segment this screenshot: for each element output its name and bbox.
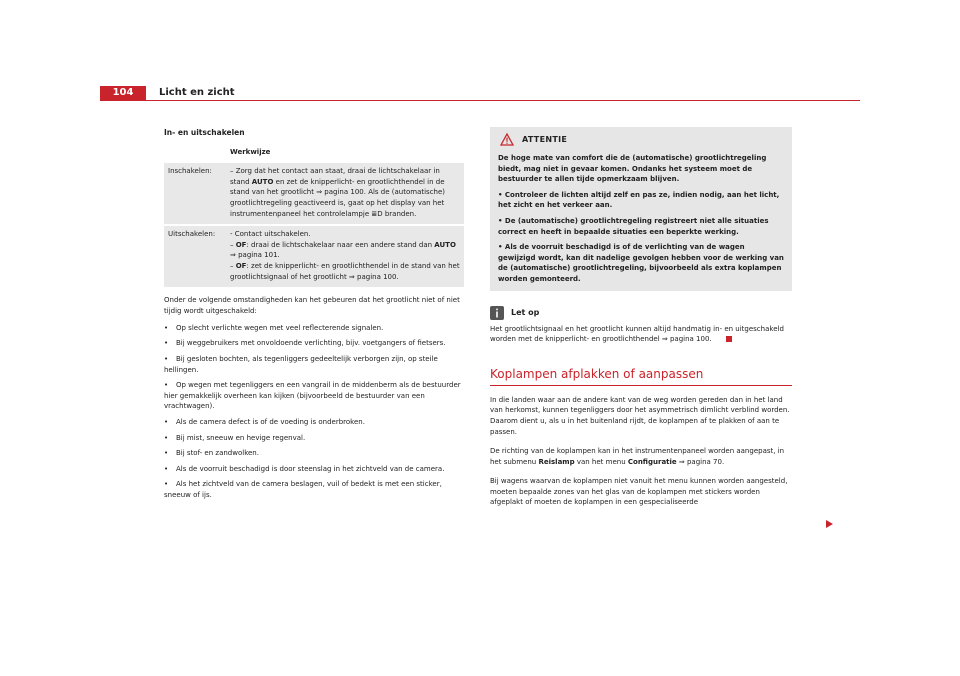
body-text: van het menu xyxy=(574,457,628,466)
bullet: • xyxy=(164,449,169,458)
page-number: 104 xyxy=(100,86,146,100)
continue-arrow-icon xyxy=(826,520,833,528)
page-header xyxy=(100,86,860,100)
row-text-part: en zet de knipperlicht- en grootlichthendel in de stand van het grootlicht ⇒ pagina 100. Als de (automatische) grootlichtregeling geactiveerd is, gaat op het display van het instrumentenpaneel het controlelampje xyxy=(230,177,446,218)
auto-symbol: AUTO xyxy=(434,240,456,249)
row-text-part: : draai de lichtschakelaar naar een andere stand dan xyxy=(246,240,435,249)
list-item xyxy=(164,354,464,375)
list-item xyxy=(164,479,464,500)
note-section xyxy=(490,305,792,345)
row-text xyxy=(226,225,464,287)
table-row xyxy=(164,225,464,287)
list-item xyxy=(164,448,464,459)
warning-title: ATTENTIE xyxy=(522,134,568,144)
list-item xyxy=(164,464,464,475)
high-beam-icon: ≣D xyxy=(371,209,383,218)
header-rule xyxy=(100,100,860,101)
list-item-text: Als de voorruit beschadigd is door steenslag in het zichtveld van de camera. xyxy=(176,464,445,473)
list-item-text: Bij weggebruikers met onvoldoende verlichting, bijv. voetgangers of fietsers. xyxy=(176,339,446,348)
warning-paragraph: De hoge mate van comfort die de (automatische) grootlichtregeling biedt, mag niet in gevaar komen. Ondanks het systeem moet de bestuurder te allen tijde opmerkzaam blijven. xyxy=(498,154,767,184)
note-header xyxy=(490,305,792,321)
row-text-part: – xyxy=(230,240,236,249)
bullet: • xyxy=(164,464,169,473)
row-text-part: – Zorg dat het contact aan staat, draai de lichtschakelaar in stand xyxy=(230,166,440,186)
table-header-werkwijze: Werkwijze xyxy=(226,145,464,162)
list-item xyxy=(164,338,464,349)
row-line: - Contact uitschakelen. xyxy=(230,229,311,238)
left-column xyxy=(164,128,464,505)
body-text: De richting van de koplampen kan in het instrumentenpaneel worden aangepast, in het submenu xyxy=(490,447,785,466)
conditions-list xyxy=(164,323,464,501)
or-label: OF xyxy=(235,240,247,249)
menu-term: Configuratie xyxy=(627,457,677,466)
or-label: OF xyxy=(235,262,247,271)
note-text-content: Het grootlichtsignaal en het grootlicht kunnen altijd handmatig in- en uitgeschakeld worden met de knipperlicht- en grootlichthendel ⇒ pagina 100. xyxy=(490,324,784,344)
warning-body xyxy=(490,151,792,285)
list-item-text: Op wegen met tegenliggers en een vangrail in de middenberm als de bestuurder hier gemakkelijk overheen kan kijken (bijvoorbeeld de bestuurder van een vrachtwagen). xyxy=(164,381,461,411)
list-item-text: Bij mist, sneeuw en hevige regenval. xyxy=(176,433,306,442)
warning-box xyxy=(490,127,792,291)
table-row xyxy=(164,162,464,225)
row-line xyxy=(230,261,460,283)
right-column xyxy=(490,127,792,508)
auto-symbol: AUTO xyxy=(251,177,274,186)
bullet: • xyxy=(164,339,169,348)
list-item xyxy=(164,380,464,412)
body-paragraph xyxy=(490,446,792,467)
row-text-part: – xyxy=(230,262,236,271)
table-header-empty xyxy=(164,145,226,162)
note-title: Let op xyxy=(511,308,540,318)
bullet: • xyxy=(164,480,169,489)
section-koplampen xyxy=(490,367,792,508)
list-item-text: Als het zichtveld van de camera beslagen, vuil of bedekt is met een sticker, sneeuw of ijs. xyxy=(164,480,442,499)
bullet: • xyxy=(164,354,169,363)
body-text: ⇒ pagina 70. xyxy=(676,457,725,466)
row-label: Inschakelen: xyxy=(164,162,226,225)
list-item-text: Op slecht verlichte wegen met veel reflecterende signalen. xyxy=(176,323,384,332)
bullet: • xyxy=(164,381,169,390)
row-label: Uitschakelen: xyxy=(164,225,226,287)
warning-header xyxy=(490,127,792,151)
warning-paragraph: • Controleer de lichten altijd zelf en pas ze, indien nodig, aan het licht, het zicht en het verkeer aan. xyxy=(498,190,780,210)
operation-table xyxy=(164,145,464,287)
list-item-text: Bij gesloten bochten, als tegenliggers gedeeltelijk verborgen zijn, op steile hellingen. xyxy=(164,354,438,374)
end-of-section-marker xyxy=(726,336,732,342)
section-heading: Koplampen afplakken of aanpassen xyxy=(490,367,792,386)
bullet: • xyxy=(164,433,169,442)
row-text xyxy=(226,162,464,225)
list-item-text: Als de camera defect is of de voeding is onderbroken. xyxy=(176,417,365,426)
body-paragraph: Bij wagens waarvan de koplampen niet vanuit het menu kunnen worden aangesteld, moeten bepaalde zones van het glas van de koplampen met stickers worden afgeplakt of moeten de koplampen in een gespecialiseerde xyxy=(490,477,788,507)
warning-paragraph: • Als de voorruit beschadigd is of de verlichting van de wagen gewijzigd wordt, kan dit nadelige gevolgen hebben voor de werking van de (automatische) grootlichtregeling, bijvoorbeeld als extra koplampen worden gemonteerd. xyxy=(498,243,784,283)
row-text-part: : zet de knipperlicht- en grootlichthendel in de stand van het grootlichtsignaal of het grootlicht ⇒ pagina 100. xyxy=(230,262,460,281)
warning-paragraph: • De (automatische) grootlichtregeling registreert niet alle situaties correct en heeft in bepaalde situaties een beperkte werking. xyxy=(498,216,769,236)
list-item xyxy=(164,417,464,428)
chapter-title: Licht en zicht xyxy=(159,87,235,98)
conditions-intro: Onder de volgende omstandigheden kan het gebeuren dat het grootlicht niet of niet tijdig wordt uitgeschakeld: xyxy=(164,295,460,315)
menu-term: Reislamp xyxy=(538,457,575,466)
bullet: • xyxy=(164,417,169,426)
list-item xyxy=(164,323,464,334)
row-line xyxy=(230,240,460,262)
body-paragraph: In die landen waar aan de andere kant van de weg worden gereden dan in het land van herkomst, kunnen tegenliggers door het asymmetrisch dimlicht verblind worden. Daarom dient u, als u in het buitenland rijdt, de koplampen af te plakken of aan te passen. xyxy=(490,395,790,436)
info-icon xyxy=(490,306,504,320)
row-text-part: ⇒ pagina 101. xyxy=(230,251,280,260)
warning-triangle-icon xyxy=(500,133,514,146)
note-text xyxy=(490,324,792,345)
section-title: In- en uitschakelen xyxy=(164,128,245,137)
bullet: • xyxy=(164,323,169,332)
list-item-text: Bij stof- en zandwolken. xyxy=(176,449,259,458)
row-text-part: branden. xyxy=(382,209,417,218)
list-item xyxy=(164,433,464,444)
